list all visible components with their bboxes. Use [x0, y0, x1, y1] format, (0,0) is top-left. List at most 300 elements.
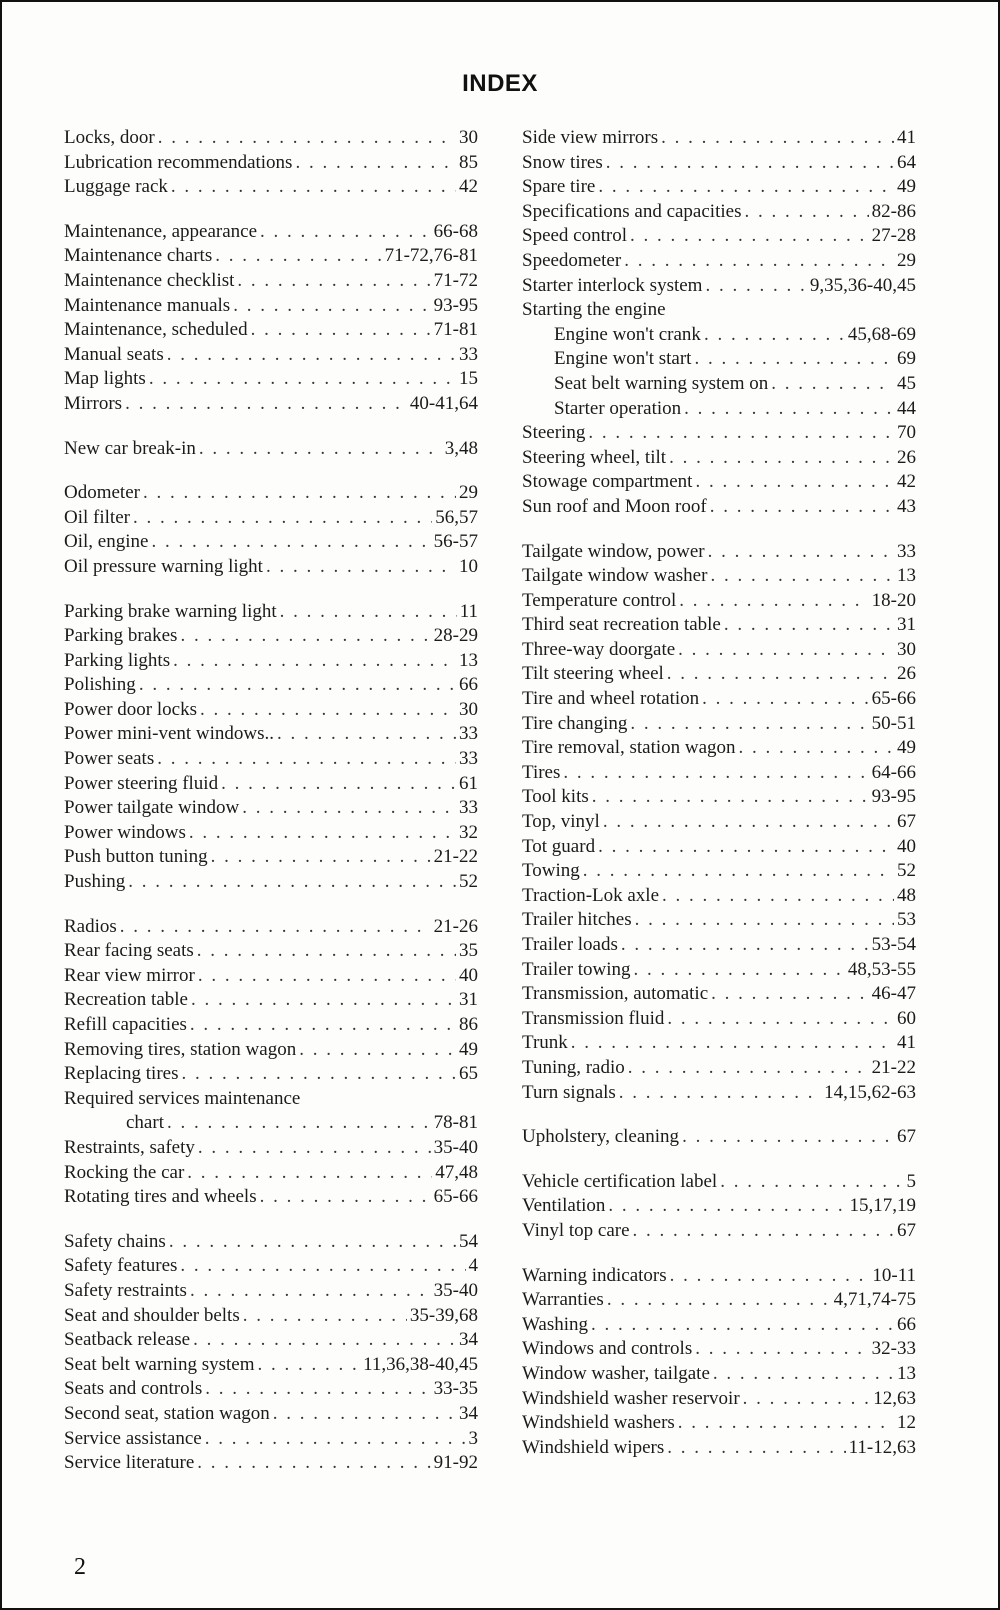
index-entry [64, 367, 478, 392]
index-page-numbers: 29 [897, 249, 916, 271]
index-entry [522, 1194, 916, 1219]
dot-leader [695, 1337, 868, 1362]
dot-leader [200, 698, 456, 723]
index-page-numbers: 67 [897, 811, 916, 833]
index-group [522, 1125, 916, 1150]
index-page-numbers: 29 [459, 482, 478, 504]
index-term: Upholstery, cleaning [522, 1126, 680, 1148]
dot-leader [260, 1185, 431, 1210]
index-page-numbers: 49 [459, 1038, 478, 1060]
dot-leader [190, 1279, 431, 1304]
index-term: Steering [522, 422, 586, 444]
index-page-numbers: 34 [459, 1329, 478, 1351]
index-term: Tire and wheel rotation [522, 688, 700, 710]
dot-leader [158, 126, 456, 151]
index-page-numbers: 5 [906, 1170, 916, 1192]
dot-leader [157, 747, 456, 772]
index-page-numbers: 30 [897, 638, 916, 660]
index-term: Maintenance, appearance [64, 220, 258, 242]
index-term: Seats and controls [64, 1378, 203, 1400]
dot-leader [598, 835, 894, 860]
index-term: Tire changing [522, 712, 628, 734]
index-page-numbers: 31 [897, 614, 916, 636]
index-entry [64, 796, 478, 821]
index-entry [64, 1038, 478, 1063]
index-group [522, 1264, 916, 1461]
index-page-numbers: 53-54 [871, 934, 916, 955]
index-entry [64, 506, 478, 531]
index-page-numbers: 31 [459, 989, 478, 1011]
index-entry [64, 555, 478, 580]
index-entry [64, 392, 478, 417]
index-term: Restraints, safety [64, 1136, 195, 1158]
dot-leader [624, 249, 894, 274]
dot-leader [280, 600, 457, 625]
dot-leader [591, 1313, 894, 1338]
dot-leader [670, 1264, 870, 1289]
dot-leader [251, 318, 431, 343]
dot-leader [713, 1362, 894, 1387]
index-page-numbers: 71-72 [433, 269, 478, 291]
index-term: Push button tuning [64, 846, 208, 868]
dot-leader [242, 796, 456, 821]
index-entry [522, 1264, 916, 1289]
index-term: Speedometer [522, 249, 622, 271]
index-term: Transmission fluid [522, 1007, 665, 1029]
index-entry [64, 1136, 478, 1161]
index-term: Parking brake warning light [64, 600, 277, 622]
index-term: Power windows [64, 821, 186, 843]
index-page-numbers: 26 [897, 663, 916, 685]
index-term: Tuning, radio [522, 1056, 625, 1078]
index-page-numbers: 85 [459, 151, 478, 173]
index-group [522, 540, 916, 1106]
dot-leader [187, 1161, 432, 1186]
dot-leader [679, 589, 868, 614]
dot-leader [571, 1031, 894, 1056]
index-page-numbers: 10-11 [872, 1264, 916, 1286]
dot-leader [710, 495, 894, 520]
dot-leader [598, 175, 894, 200]
index-term: Power steering fluid [64, 772, 219, 794]
index-page-numbers: 33 [897, 540, 916, 562]
dot-leader [260, 220, 431, 245]
index-entry [522, 1313, 916, 1338]
index-entry [522, 495, 916, 520]
index-entry [522, 274, 916, 299]
index-term: Odometer [64, 482, 140, 504]
index-page-numbers: 15 [459, 368, 478, 390]
index-entry [522, 662, 916, 687]
index-page-numbers: 67 [897, 1126, 916, 1148]
dot-leader [199, 437, 442, 462]
dot-leader [608, 1194, 846, 1219]
index-entry [64, 624, 478, 649]
index-entry [64, 722, 478, 747]
dot-leader [277, 722, 456, 747]
index-term: Starter operation [554, 397, 682, 419]
dot-leader [621, 933, 869, 958]
index-term: Trailer hitches [522, 909, 632, 931]
index-term: Polishing [64, 674, 136, 696]
index-term: Tailgate window, power [522, 540, 705, 562]
index-entry [522, 613, 916, 638]
index-page-numbers: 10 [459, 555, 478, 577]
index-entry [64, 220, 478, 245]
index-entry [522, 249, 916, 274]
index-term: Rear view mirror [64, 964, 195, 986]
index-term: Temperature control [522, 589, 677, 611]
index-page-numbers: 65-66 [433, 1186, 478, 1208]
dot-leader [711, 982, 869, 1007]
index-entry [522, 175, 916, 200]
index-page-numbers: 41 [897, 1032, 916, 1054]
index-page-numbers: 33 [459, 797, 478, 819]
index-entry [522, 1411, 916, 1436]
index-term: Power door locks [64, 698, 197, 720]
index-page-numbers: 41 [897, 127, 916, 148]
dot-leader [667, 1007, 894, 1032]
index-entry [522, 397, 916, 422]
index-entry [522, 1056, 916, 1081]
index-page-numbers: 45 [897, 372, 916, 394]
index-term: Washing [522, 1313, 589, 1335]
index-entry [522, 884, 916, 909]
index-page-numbers: 52 [897, 860, 916, 882]
index-term: Windshield wipers [522, 1436, 665, 1458]
index-page-numbers: 86 [459, 1014, 478, 1035]
index-term: Lubrication recommendations [64, 151, 293, 173]
index-term: Rotating tires and wheels [64, 1186, 257, 1208]
index-term: Window washer, tailgate [522, 1362, 710, 1384]
index-entry [64, 1013, 478, 1038]
index-entry [522, 347, 916, 372]
index-term: Transmission, automatic [522, 983, 709, 1005]
index-group [64, 220, 478, 417]
index-term: Starter interlock system [522, 274, 703, 296]
index-term: Vehicle certification label [522, 1170, 718, 1192]
dot-leader [607, 1288, 831, 1313]
index-page-numbers: 66-68 [433, 220, 478, 242]
dot-leader [125, 392, 407, 417]
index-page-numbers: 35 [459, 940, 478, 962]
index-term: Mirrors [64, 392, 123, 414]
index-entry [64, 1185, 478, 1210]
dot-leader [171, 175, 456, 200]
index-entry [522, 712, 916, 737]
index-entry [522, 224, 916, 249]
index-term: Traction-Lok axle [522, 884, 660, 906]
index-page-numbers: 26 [897, 446, 916, 468]
dot-leader [592, 785, 869, 810]
dot-leader [720, 1170, 903, 1195]
index-page-numbers: 11,36,38-40,45 [363, 1353, 478, 1375]
page-title: INDEX [462, 70, 538, 97]
index-entry [522, 761, 916, 786]
index-page-numbers: 91-92 [433, 1452, 478, 1474]
dot-leader [669, 446, 894, 471]
index-page-numbers: 53 [897, 909, 916, 931]
index-page-numbers: 12 [897, 1412, 916, 1434]
index-term: Third seat recreation table [522, 614, 721, 636]
dot-leader [695, 470, 894, 495]
index-entry [64, 698, 478, 723]
index-entry [64, 988, 478, 1013]
index-page-numbers: 64 [897, 151, 916, 173]
index-entry [64, 1304, 478, 1329]
index-page-numbers: 69 [897, 348, 916, 370]
index-page-numbers: 33 [459, 343, 478, 365]
index-page-numbers: 67 [897, 1219, 916, 1241]
index-term: Spare tire [522, 176, 596, 198]
index-term: Trailer loads [522, 934, 618, 955]
index-entry [522, 687, 916, 712]
index-entry [64, 1111, 478, 1136]
index-page-numbers: 52 [459, 871, 478, 893]
index-entry [522, 1081, 916, 1106]
index-entry [522, 835, 916, 860]
dot-leader [606, 151, 894, 176]
dot-leader [708, 540, 894, 565]
dot-leader [678, 638, 894, 663]
index-page-numbers: 56-57 [433, 531, 478, 553]
index-entry [64, 269, 478, 294]
index-page-numbers: 40-41,64 [409, 392, 478, 414]
index-page-numbers: 27-28 [871, 225, 916, 247]
index-page-numbers: 46-47 [871, 983, 916, 1005]
dot-leader [169, 1230, 456, 1255]
dot-leader [603, 810, 894, 835]
index-term: Speed control [522, 225, 628, 247]
dot-leader [205, 1427, 466, 1452]
index-page-numbers: 13 [897, 565, 916, 587]
index-term: Refill capacities [64, 1014, 187, 1035]
index-entry [522, 298, 916, 323]
index-entry [64, 1377, 478, 1402]
index-term: Specifications and capacities [522, 200, 742, 222]
dot-leader [583, 859, 894, 884]
index-term: Sun roof and Moon roof [522, 495, 707, 517]
index-term: Engine won't start [554, 348, 692, 370]
dot-leader [128, 870, 456, 895]
dot-leader [661, 126, 894, 151]
index-entry [522, 126, 916, 151]
index-entry [522, 1387, 916, 1412]
dot-leader [189, 821, 456, 846]
index-page-numbers: 40 [897, 835, 916, 857]
index-term: Maintenance charts [64, 245, 213, 267]
index-term: Seatback release [64, 1329, 191, 1351]
index-entry [64, 821, 478, 846]
dot-leader [197, 1451, 430, 1476]
index-page-numbers: 82-86 [871, 200, 916, 222]
index-page-numbers: 35-40 [433, 1136, 478, 1158]
index-term: Trunk [522, 1032, 568, 1054]
index-entry [522, 372, 916, 397]
index-group [64, 1230, 478, 1476]
index-term: Tires [522, 761, 561, 783]
index-page-numbers: 49 [897, 737, 916, 759]
dot-leader [133, 506, 432, 531]
index-term: Warranties [522, 1289, 604, 1311]
index-page-numbers: 65 [459, 1063, 478, 1085]
index-entry [522, 1125, 916, 1150]
dot-leader [702, 687, 869, 712]
dot-leader [221, 772, 456, 797]
dot-leader [662, 884, 894, 909]
dot-leader [744, 200, 868, 225]
dot-leader [120, 915, 431, 940]
index-term: Maintenance checklist [64, 269, 235, 291]
index-entry [522, 1362, 916, 1387]
dot-leader [191, 988, 456, 1013]
index-term: Safety features [64, 1255, 178, 1277]
index-page-numbers: 11-12,63 [848, 1436, 916, 1458]
dot-leader [667, 1436, 845, 1461]
index-term: Replacing tires [64, 1063, 179, 1085]
dot-leader [743, 1387, 871, 1412]
index-entry [64, 1230, 478, 1255]
index-page-numbers: 48,53-55 [847, 958, 916, 980]
index-term: New car break-in [64, 437, 196, 459]
index-entry [522, 736, 916, 761]
index-group [64, 600, 478, 895]
index-term: Required services maintenance [64, 1087, 301, 1109]
index-entry [64, 870, 478, 895]
dot-leader [258, 1353, 361, 1378]
index-page-numbers: 21-22 [871, 1056, 916, 1078]
index-group [64, 915, 478, 1210]
dot-leader [299, 1038, 456, 1063]
index-term: Ventilation [522, 1195, 606, 1217]
dot-leader [211, 845, 431, 870]
index-term: Tire removal, station wagon [522, 737, 736, 759]
dot-leader [635, 908, 894, 933]
dot-leader [563, 761, 868, 786]
dot-leader [182, 1062, 457, 1087]
index-page-numbers: 35-39,68 [409, 1304, 478, 1326]
dot-leader [628, 1056, 869, 1081]
dot-leader [151, 530, 430, 555]
dot-leader [173, 649, 456, 674]
index-page-numbers: 28-29 [433, 625, 478, 647]
index-entry [522, 638, 916, 663]
index-term: Oil pressure warning light [64, 555, 263, 577]
dot-leader [233, 294, 430, 319]
index-entry [522, 589, 916, 614]
index-page-numbers: 32 [459, 821, 478, 843]
dot-leader [710, 564, 894, 589]
page-number: 2 [74, 1554, 86, 1580]
dot-leader [215, 244, 381, 269]
index-page-numbers: 18-20 [871, 589, 916, 611]
index-page-numbers: 54 [459, 1230, 478, 1252]
index-page-numbers: 65-66 [871, 688, 916, 710]
index-term: Power mini-vent windows.. [64, 723, 275, 745]
index-term: Steering wheel, tilt [522, 446, 667, 468]
index-term: Tot guard [522, 835, 596, 857]
index-entry [522, 421, 916, 446]
dot-leader [167, 343, 456, 368]
index-term: Turn signals [522, 1081, 616, 1103]
index-page-numbers: 11 [459, 600, 478, 622]
index-term: chart [126, 1112, 164, 1134]
index-entry [64, 294, 478, 319]
index-page-numbers: 66 [459, 674, 478, 696]
index-entry [522, 1007, 916, 1032]
index-group [64, 437, 478, 462]
index-entry [64, 845, 478, 870]
index-term: Towing [522, 860, 580, 882]
index-entry [522, 1288, 916, 1313]
dot-leader [684, 397, 894, 422]
index-group [522, 126, 916, 520]
index-entry [64, 1451, 478, 1476]
index-entry [64, 915, 478, 940]
index-page-numbers: 47,48 [435, 1161, 478, 1183]
index-page-numbers: 4 [468, 1255, 478, 1277]
index-term: Warning indicators [522, 1264, 667, 1286]
index-term: Maintenance manuals [64, 294, 231, 316]
index-term: Pushing [64, 871, 126, 893]
index-entry [522, 540, 916, 565]
index-term: Tilt steering wheel [522, 663, 664, 685]
dot-leader [198, 1136, 431, 1161]
index-page-numbers: 44 [897, 397, 916, 419]
index-page-numbers: 43 [897, 495, 916, 517]
index-page-numbers: 34 [459, 1402, 478, 1424]
dot-leader [704, 323, 845, 348]
index-entry [64, 343, 478, 368]
dot-leader [588, 421, 894, 446]
index-page-numbers: 13 [897, 1362, 916, 1384]
index-term: Side view mirrors [522, 127, 659, 148]
dot-leader [193, 1328, 456, 1353]
index-entry [64, 151, 478, 176]
index-term: Rocking the car [64, 1161, 185, 1183]
index-term: Seat belt warning system [64, 1353, 255, 1375]
index-entry [64, 1254, 478, 1279]
index-entry [522, 810, 916, 835]
index-page-numbers: 45,68-69 [847, 323, 916, 345]
index-term: Map lights [64, 368, 146, 390]
dot-leader [198, 964, 456, 989]
index-term: Safety restraints [64, 1279, 187, 1301]
index-entry [522, 470, 916, 495]
dot-leader [266, 555, 456, 580]
left-index-column [64, 126, 478, 1496]
index-entry [64, 649, 478, 674]
index-entry [64, 1161, 478, 1186]
index-page-numbers: 13 [459, 649, 478, 671]
dot-leader [197, 939, 456, 964]
index-entry [522, 323, 916, 348]
dot-leader [630, 224, 869, 249]
dot-leader [167, 1111, 431, 1136]
index-entry [522, 958, 916, 983]
index-term: Tailgate window washer [522, 565, 708, 587]
index-page-numbers: 9,35,36-40,45 [809, 274, 916, 296]
dot-leader [190, 1013, 456, 1038]
index-term: Oil, engine [64, 531, 149, 553]
dot-leader [694, 347, 894, 372]
dot-leader [630, 712, 868, 737]
index-page-numbers: 30 [459, 698, 478, 720]
index-page-numbers: 93-95 [433, 294, 478, 316]
index-term: Locks, door [64, 127, 155, 148]
index-group [64, 126, 478, 200]
index-page-numbers: 35-40 [433, 1279, 478, 1301]
